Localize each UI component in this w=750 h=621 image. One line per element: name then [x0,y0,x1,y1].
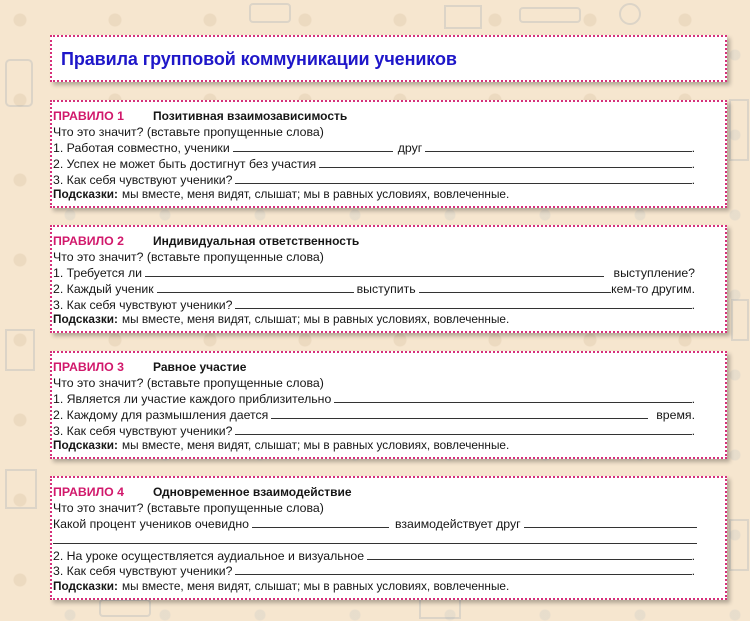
rule-card-1 [50,100,727,208]
blank-field[interactable] [145,265,604,277]
question-line-1 [53,391,725,407]
prompt-text: Что это значит? (вставьте пропущенные слова) [53,249,324,264]
question-text: 3. Как себя чувствуют ученики? [53,172,233,187]
question-text: . [691,392,695,407]
question-line-1-continued [53,532,725,548]
prompt-text: Что это значит? (вставьте пропущенные слова) [53,375,324,390]
question-line-2 [53,407,725,423]
blank-field[interactable] [425,140,691,152]
rule-name: Индивидуальная ответственность [153,234,360,248]
question-line-1 [53,516,725,532]
rule-name: Одновременное взаимодействие [153,485,352,499]
rule-number: ПРАВИЛО 3 [53,360,125,374]
rule-header [53,485,725,501]
question-prompt [53,125,725,141]
question-text: 1. Требуется ли [53,266,143,281]
question-text: выступить [356,282,416,297]
question-text: 2. Каждому для размышления дается [53,408,269,423]
prompt-text: Что это значит? (вставьте пропущенные слова) [53,500,324,515]
blank-field[interactable] [367,548,691,560]
question-line-1 [53,265,725,281]
hints-label: Подсказки: [53,579,118,594]
question-text: кем-то другим. [611,282,695,297]
question-text: . [691,564,695,579]
question-line-3 [53,563,725,579]
hints-line [53,579,725,595]
question-text: . [691,141,695,156]
hints-line [53,438,725,454]
hints-label: Подсказки: [53,312,118,327]
question-text: 2. На уроке осуществляется аудиальное и визуальное [53,548,365,563]
question-text: время. [656,408,695,423]
hints-label: Подсказки: [53,187,118,202]
rule-name: Позитивная взаимозависимость [153,109,348,123]
blank-field[interactable] [524,516,697,528]
question-text: . [691,172,695,187]
rule-header [53,234,725,250]
blank-field[interactable] [235,563,691,575]
question-text: Какой процент учеников очевидно [53,517,249,532]
blank-field[interactable] [233,140,393,152]
hints-text: мы вместе, меня видят, слышат; мы в равных условиях, вовлеченные. [121,579,510,594]
question-text: 3. Как себя чувствуют ученики? [53,423,233,438]
question-text: 3. Как себя чувствуют ученики? [53,297,233,312]
question-line-3 [53,172,725,188]
blank-field[interactable] [235,297,691,309]
title-card [50,35,727,82]
question-text: . [691,548,695,563]
blank-field[interactable] [157,281,354,293]
hints-text: мы вместе, меня видят, слышат; мы в равных условиях, вовлеченные. [121,312,510,327]
rule-card-3 [50,351,727,459]
question-text: выступление? [613,266,695,281]
hints-text: мы вместе, меня видят, слышат; мы в равных условиях, вовлеченные. [121,438,510,453]
rule-header [53,109,725,125]
blank-field[interactable] [252,516,389,528]
blank-field[interactable] [319,156,691,168]
hints-label: Подсказки: [53,438,118,453]
question-line-3 [53,423,725,439]
hints-text: мы вместе, меня видят, слышат; мы в равных условиях, вовлеченные. [121,187,510,202]
hints-line [53,312,725,328]
question-text: . [691,423,695,438]
hints-line [53,187,725,203]
blank-field[interactable] [419,281,611,293]
question-line-3 [53,297,725,313]
question-line-2 [53,548,725,564]
rule-header [53,360,725,376]
question-text: друг [397,141,423,156]
question-prompt [53,376,725,392]
question-prompt [53,250,725,266]
question-text: 2. Каждый ученик [53,282,154,297]
question-text: 1. Является ли участие каждого приблизительно [53,392,332,407]
rule-number: ПРАВИЛО 1 [53,109,125,123]
question-line-1 [53,140,725,156]
question-prompt [53,501,725,517]
question-text: взаимодействует друг [394,517,521,532]
rule-name: Равное участие [153,360,247,374]
question-text: 3. Как себя чувствуют ученики? [53,564,233,579]
question-text: . [691,297,695,312]
question-text: 2. Успех не может быть достигнут без участия [53,157,317,172]
prompt-text: Что это значит? (вставьте пропущенные слова) [53,124,324,139]
rule-number: ПРАВИЛО 4 [53,485,125,499]
question-text: 1. Работая совместно, ученики [53,141,230,156]
rule-card-4 [50,476,727,600]
question-text: . [691,157,695,172]
blank-field[interactable] [334,391,691,403]
question-line-2 [53,156,725,172]
blank-field[interactable] [271,407,648,419]
blank-field[interactable] [235,423,691,435]
rule-card-2 [50,225,727,333]
rule-number: ПРАВИЛО 2 [53,234,125,248]
question-line-2 [53,281,725,297]
blank-field[interactable] [53,532,697,544]
page-title: Правила групповой коммуникации учеников [61,49,457,69]
blank-field[interactable] [235,172,691,184]
